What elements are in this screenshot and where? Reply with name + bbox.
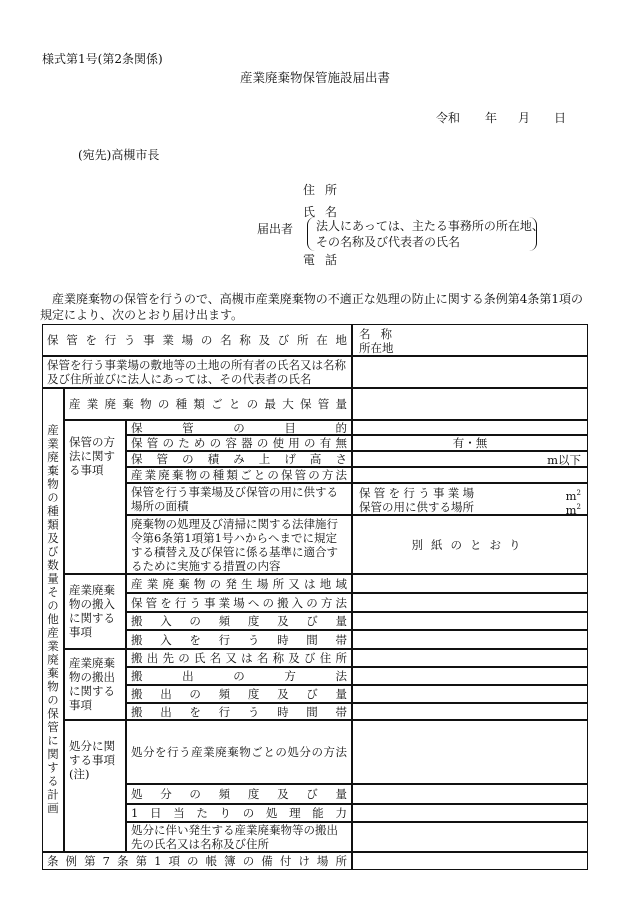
- container-value: 有・無: [452, 436, 488, 450]
- area-label: 保管を行う事業場及び保管の用に供する場所の面積: [131, 485, 338, 513]
- dest-name-label-cell: [126, 649, 352, 667]
- container-label-cell: [126, 435, 352, 451]
- applicant-name-label: 氏名: [303, 205, 348, 219]
- date-era: 令和: [436, 111, 461, 125]
- method-by-type-label-cell: [126, 467, 352, 483]
- stack-height-unit: m以下: [547, 453, 581, 467]
- corporate-note-line-1: 法人にあっては、主たる事務所の所在地、: [316, 219, 544, 233]
- byproduct-dest-label-cell: [126, 822, 352, 852]
- site-name-sublabel: 名称: [359, 327, 402, 341]
- form-number: 様式第1号(第2条関係): [42, 52, 163, 66]
- carry-out-group-cell: [64, 649, 126, 720]
- origin-label-cell: [126, 574, 352, 593]
- origin-value-cell[interactable]: [352, 574, 588, 593]
- corporate-note-line-2: その名称及び代表者の氏名: [316, 235, 461, 249]
- method-by-type-value-cell[interactable]: [352, 467, 588, 483]
- applicant-phone-label: 電話: [303, 253, 348, 267]
- max-storage-value-cell[interactable]: [352, 388, 588, 420]
- area-place-label: 保管の用に供する場所: [359, 500, 474, 514]
- area-label-cell: [126, 483, 352, 515]
- carry-out-method-label: 搬出の方法: [131, 669, 347, 683]
- byproduct-dest-label: 処分に伴い発生する産業廃棄物等の搬出先の氏名又は名称及び住所: [131, 823, 338, 851]
- carry-out-method-label-cell: [126, 667, 352, 685]
- area-site-unit: $m^2$: [565, 488, 581, 503]
- max-storage-label-cell: [64, 388, 352, 420]
- disposal-group-cell: [64, 720, 126, 852]
- carry-out-time-label-cell: [126, 703, 352, 720]
- notifier-label: 届出者: [257, 222, 294, 236]
- carry-in-method-label: 保管を行う事業場への搬入の方法: [131, 595, 347, 610]
- plan-vertical-label-cell: [42, 388, 64, 852]
- stack-height-value-cell[interactable]: [352, 451, 588, 467]
- applicant-address-label: 住所: [303, 183, 348, 197]
- container-value-cell[interactable]: [352, 435, 588, 451]
- carry-in-freq-label-cell: [126, 612, 352, 630]
- container-label: 保管のための容器の使用の有無: [131, 436, 347, 450]
- carry-in-freq-label: 搬入の頻度及び量: [131, 614, 347, 628]
- carry-out-time-value-cell[interactable]: [352, 703, 588, 720]
- carry-in-group-cell: [64, 574, 126, 649]
- disposal-freq-label: 処分の頻度及び量: [131, 787, 347, 801]
- carry-in-time-value-cell[interactable]: [352, 630, 588, 649]
- purpose-label: 保管の目的: [131, 420, 347, 435]
- daily-capacity-label: 1日当たりの処理能力: [131, 806, 347, 820]
- carry-in-method-label-cell: [126, 593, 352, 612]
- storage-method-group-label: 保管の方法に関する事項: [69, 435, 115, 477]
- carry-out-method-value-cell[interactable]: [352, 667, 588, 685]
- origin-label: 産業廃棄物の発生場所又は地域: [131, 576, 347, 591]
- disposal-method-label-cell: [126, 720, 352, 784]
- site-value-cell[interactable]: [352, 324, 588, 356]
- carry-in-time-label: 搬入を行う時間帯: [131, 632, 347, 647]
- measures-value-cell[interactable]: [352, 515, 588, 574]
- disposal-freq-value-cell[interactable]: [352, 784, 588, 804]
- max-storage-label: 産業廃棄物の種類ごとの最大保管量: [69, 397, 347, 411]
- purpose-label-cell: [126, 420, 352, 435]
- measures-label: 廃棄物の処理及び清掃に関する法律施行令第6条第1項第1号ハからヘまでに規定する積替え及び保管に係る基準に適合するために実施する措置の内容: [131, 516, 338, 573]
- addressee: (宛先)高槻市長: [78, 148, 160, 162]
- site-label: 保管を行う事業場の名称及び所在地: [47, 333, 347, 347]
- date-year: 年: [485, 111, 498, 125]
- carry-in-group-label: 産業廃棄物の搬入に関する事項: [69, 583, 115, 639]
- carry-out-freq-label-cell: [126, 685, 352, 703]
- purpose-value-cell[interactable]: [352, 420, 588, 435]
- disposal-freq-label-cell: [126, 784, 352, 804]
- dest-name-label: 搬出先の氏名又は名称及び住所: [131, 651, 347, 665]
- carry-in-time-label-cell: [126, 630, 352, 649]
- ledger-value-cell[interactable]: [352, 852, 588, 870]
- measures-label-cell: [126, 515, 352, 574]
- daily-capacity-label-cell: [126, 804, 352, 822]
- carry-out-group-label: 産業廃棄物の搬出に関する事項: [69, 656, 115, 712]
- storage-method-group-cell: [64, 420, 126, 574]
- measures-value: 別紙のとおり: [411, 537, 529, 552]
- ledger-label-cell: [42, 852, 352, 870]
- plan-vertical-label: 産業廃棄物の種類及び数量その他産業廃棄物の保管に関する計画: [46, 424, 60, 816]
- disposal-method-label: 処分を行う産業廃棄物ごとの処分の方法: [131, 745, 347, 759]
- owner-label: 保管を行う事業場の敷地等の土地の所有者の氏名又は名称及び住所並びに法人にあっては、その代表者の氏名: [47, 358, 346, 386]
- owner-label-cell: [42, 356, 352, 388]
- method-by-type-label: 産業廃棄物の種類ごとの保管の方法: [131, 468, 347, 482]
- document-title: 産業廃棄物保管施設届出書: [239, 70, 390, 85]
- area-place-unit: $m^2$: [565, 502, 581, 515]
- carry-out-freq-label: 搬出の頻度及び量: [131, 687, 347, 701]
- stack-height-label: 保管の積み上げ高さ: [131, 452, 347, 466]
- site-label-cell: [42, 324, 352, 356]
- ledger-label: 条例第7条第1項の帳簿の備付け場所: [47, 854, 347, 868]
- intro-paragraph: 産業廃棄物の保管を行うので、高槻市産業廃棄物の不適正な処理の防止に関する条例第4条第1項の規定により、次のとおり届け出ます。: [40, 292, 584, 322]
- daily-capacity-value-cell[interactable]: [352, 804, 588, 822]
- site-location-sublabel: 所在地: [359, 341, 394, 355]
- disposal-group-label: 処分に関する事項(注): [69, 739, 115, 781]
- notification-table: [42, 324, 588, 870]
- area-site-label: 保管を行う事業場: [359, 486, 478, 500]
- disposal-method-value-cell[interactable]: [352, 720, 588, 784]
- carry-in-freq-value-cell[interactable]: [352, 612, 588, 630]
- dest-name-value-cell[interactable]: [352, 649, 588, 667]
- carry-in-method-value-cell[interactable]: [352, 593, 588, 612]
- date-day: 日: [554, 111, 567, 125]
- carry-out-time-label: 搬出を行う時間帯: [131, 704, 347, 719]
- date-month: 月: [518, 111, 531, 125]
- byproduct-dest-value-cell[interactable]: [352, 822, 588, 852]
- stack-height-label-cell: [126, 451, 352, 467]
- area-value-cell[interactable]: [352, 483, 588, 515]
- carry-out-freq-value-cell[interactable]: [352, 685, 588, 703]
- owner-value-cell[interactable]: [352, 356, 588, 388]
